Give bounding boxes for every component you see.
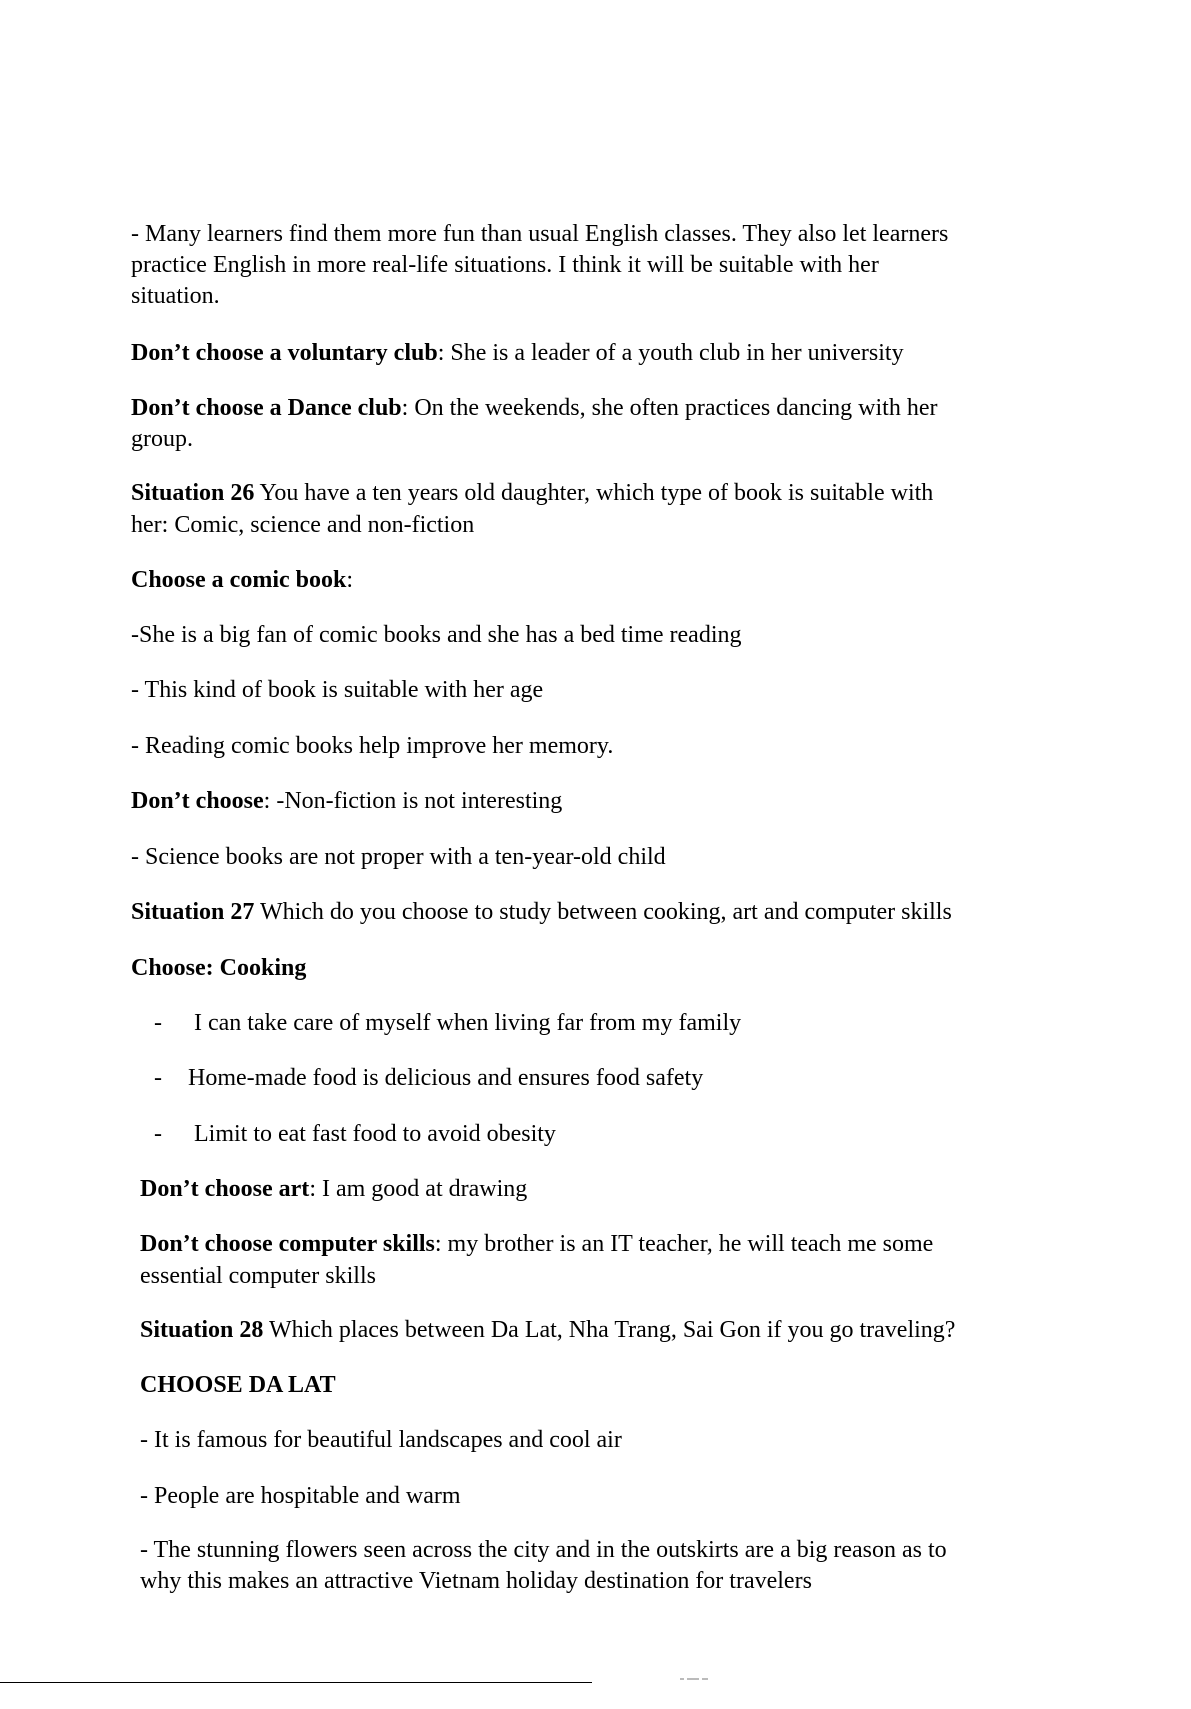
line-text: You have a ten years old daughter, which type of book is suitable with — [254, 480, 934, 506]
dash-bullet: - — [154, 1065, 162, 1091]
situation-26-heading — [131, 478, 933, 509]
paragraph-line: group. — [131, 426, 193, 452]
page-bottom-rule — [0, 1682, 592, 1683]
dont-choose-voluntary-line — [131, 338, 904, 369]
choose-da-lat-line — [140, 1370, 336, 1401]
bold-label: Don’t choose computer skills — [140, 1231, 435, 1257]
line-text: : I am good at drawing — [309, 1176, 528, 1202]
list-item-text: I can take care of myself when living far from my family — [188, 1010, 742, 1036]
dont-choose-line — [131, 786, 562, 817]
paragraph-line: her: Comic, science and non-fiction — [131, 512, 475, 538]
dont-choose-dance-line — [131, 393, 937, 424]
bullet-line: - People are hospitable and warm — [140, 1483, 461, 1509]
situation-27-heading — [131, 897, 952, 928]
bold-label: Choose: Cooking — [131, 955, 307, 981]
footer-mark — [680, 1678, 720, 1682]
dont-choose-computer-line — [140, 1229, 933, 1260]
line-text: Which places between Da Lat, Nha Trang, Sai Gon if you go traveling? — [263, 1317, 956, 1343]
paragraph-line: - Many learners find them more fun than usual English classes. They also let learners — [131, 221, 949, 247]
paragraph-line: situation. — [131, 283, 220, 309]
paragraph-line: essential computer skills — [140, 1263, 376, 1289]
situation-label: Situation 27 — [131, 899, 255, 925]
bullet-line: -She is a big fan of comic books and she has a bed time reading — [131, 622, 742, 648]
line-text: Which do you choose to study between cooking, art and computer skills — [254, 899, 952, 925]
bold-label: Don’t choose a voluntary club — [131, 340, 438, 366]
paragraph-line: practice English in more real-life situations. I think it will be suitable with her — [131, 252, 879, 278]
dash-bullet: - — [154, 1010, 162, 1036]
list-item-text: Home-made food is delicious and ensures food safety — [188, 1065, 704, 1091]
bullet-line: - It is famous for beautiful landscapes and cool air — [140, 1427, 622, 1453]
list-item — [154, 1063, 703, 1094]
bold-label: CHOOSE DA LAT — [140, 1372, 336, 1398]
bullet-line: - This kind of book is suitable with her age — [131, 677, 544, 703]
list-item — [154, 1008, 741, 1039]
choose-comic-line — [131, 565, 353, 596]
situation-28-heading — [140, 1315, 955, 1346]
bold-label: Don’t choose — [131, 788, 264, 814]
paragraph-line: why this makes an attractive Vietnam holiday destination for travelers — [140, 1568, 812, 1594]
dash-bullet: - — [154, 1121, 162, 1147]
bold-label: Choose a comic book — [131, 567, 347, 593]
situation-label: Situation 26 — [131, 480, 255, 506]
line-text: : She is a leader of a youth club in her university — [437, 340, 904, 366]
bold-label: Don’t choose a Dance club — [131, 395, 402, 421]
list-item — [154, 1119, 556, 1150]
choose-cooking-line — [131, 953, 306, 984]
situation-label: Situation 28 — [140, 1317, 264, 1343]
bullet-line: - Science books are not proper with a ten-year-old child — [131, 844, 666, 870]
line-text: : — [346, 567, 354, 593]
line-text: : -Non-fiction is not interesting — [263, 788, 563, 814]
list-item-text: Limit to eat fast food to avoid obesity — [188, 1121, 556, 1147]
bold-label: Don’t choose art — [140, 1176, 310, 1202]
dont-choose-art-line — [140, 1174, 527, 1205]
line-text: : my brother is an IT teacher, he will teach me some — [434, 1231, 934, 1257]
bullet-line: - The stunning flowers seen across the city and in the outskirts are a big reason as to — [140, 1537, 947, 1563]
line-text: : On the weekends, she often practices dancing with her — [401, 395, 938, 421]
bullet-line: - Reading comic books help improve her memory. — [131, 733, 614, 759]
